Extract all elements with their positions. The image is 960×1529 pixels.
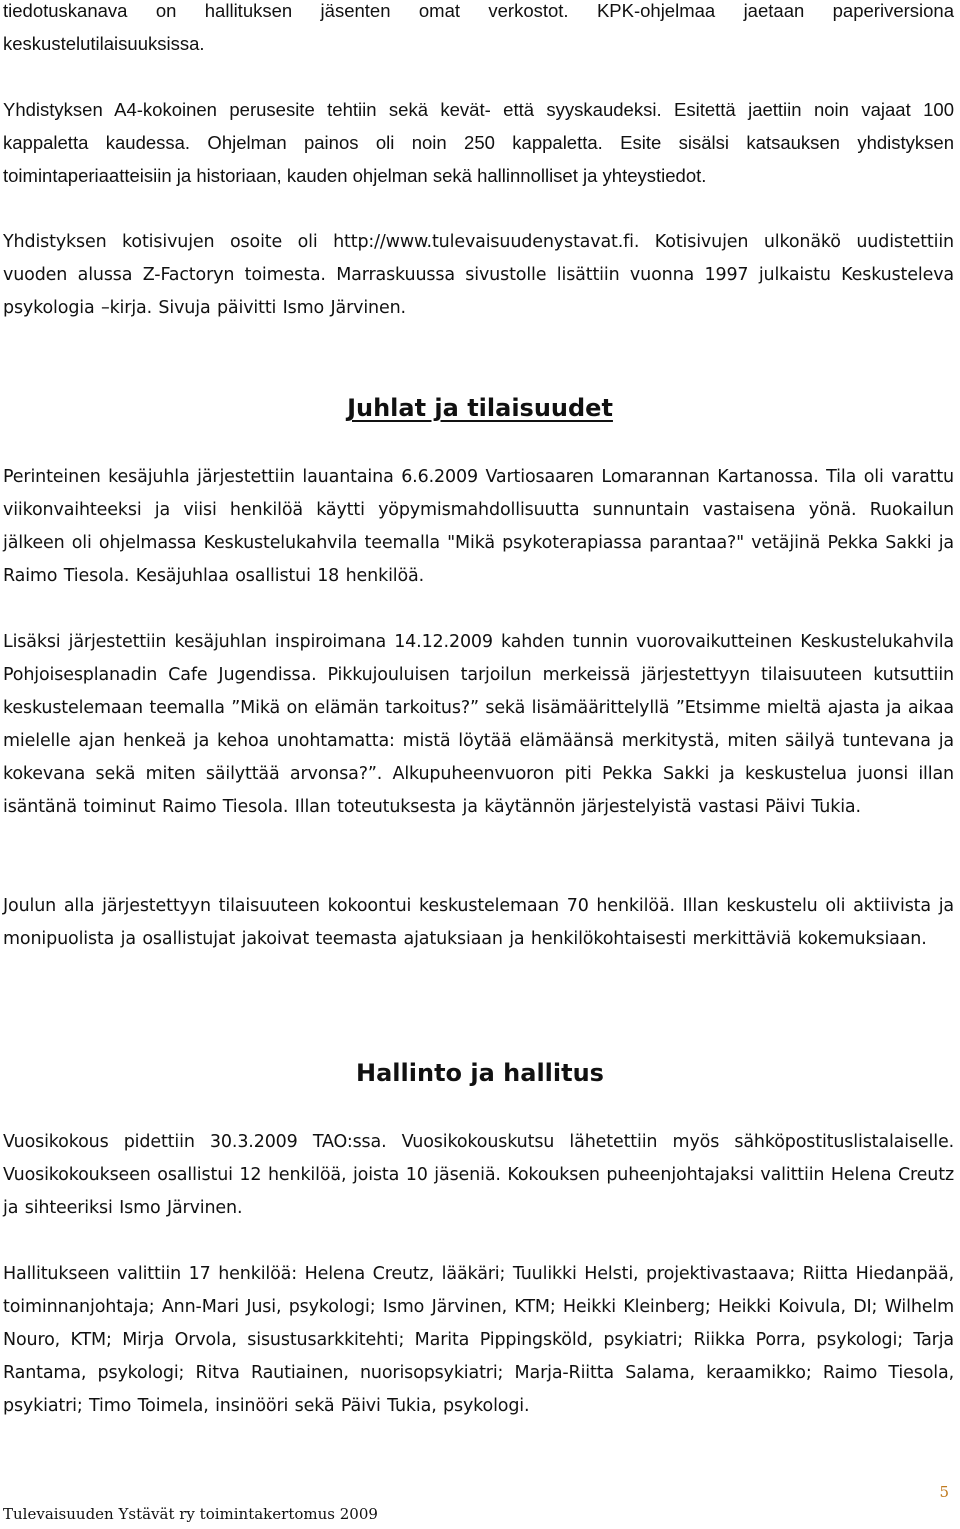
paragraph-brochure: Yhdistyksen A4-kokoinen perusesite tehtiin sekä kevät- että syyskaudeksi. Esitettä jaettiin noin vajaat 100 kappaletta kaudessa. Ohjelman painos oli noin 250 kappaletta. Esite sisälsi katsauksen yhdistyksen toimintaperiaatteisiin ja historiaan, kauden ohjelman sekä hallinnolliset ja yhteystiedot. [3,99,954,186]
page-number: 5 [939,1483,949,1501]
paragraph-cafe-event: Lisäksi järjestettiin kesäjuhlan inspiroimana 14.12.2009 kahden tunnin vuorovaikutteinen Keskustelukahvila Pohjoisesplanadin Cafe Jugendissa. Pikkujouluisen tarjoilun merkeissä järjestettyyn tilaisuuteen kutsuttiin keskustelemaan teemalla ”Mikä on elämän tarkoitus?” sekä lisämäärittelyllä ”Etsimme mieltä ajasta ja aikaa mielelle ajan henkeä ja kehoa unohtamatta: mistä löytää elämäänsä merkitystä, miten säilyä tuntevana ja kokevana sekä miten säilyttää arvonsa?”. Alkupuheenvuoron piti Pekka Sakki ja keskustelua juonsi illan isäntänä toiminut Raimo Tiesola. Illan toteutuksesta ja käytännön järjestelyistä vastasi Päivi Tukia. [3,632,954,817]
paragraph-summer-party: Perinteinen kesäjuhla järjestettiin lauantaina 6.6.2009 Vartiosaaren Lomarannan Kartanossa. Tila oli varattu viikonvaihteeksi ja viisi henkilöä käytti yöpymismahdollisuutta sunnuntain vastaisena yönä. Ruokailun jälkeen oli ohjelmassa Keskustelukahvila teemalla "Mikä psykoterapiassa parantaa?" vetäjinä Pekka Sakki ja Raimo Tiesola. Kesäjuhlaa osallistui 18 henkilöä. [3,467,954,586]
paragraph-distribution: tiedotuskanava on hallituksen jäsenten omat verkostot. KPK-ohjelmaa jaetaan paperiversiona keskustelutilaisuuksissa. [3,0,954,54]
heading-admin: Hallinto ja hallitus [356,1059,604,1087]
heading-events: Juhlat ja tilaisuudet [347,394,613,422]
paragraph-christmas-event: Joulun alla järjestettyyn tilaisuuteen kokoontui keskustelemaan 70 henkilöä. Illan keskustelu oli aktiivista ja monipuolista ja osallistujat jakoivat teemasta ajatuksiaan ja henkilökohtaisesti merkittäviä kokemuksiaan. [3,896,954,949]
paragraph-annual-meeting: Vuosikokous pidettiin 30.3.2009 TAO:ssa. Vuosikokouskutsu lähetettiin myös sähköpostituslistalaiselle. Vuosikokoukseen osallistui 12 henkilöä, joista 10 jäseniä. Kokouksen puheenjohtajaksi valittiin Helena Creutz ja sihteeriksi Ismo Järvinen. [3,1132,954,1218]
paragraph-website: Yhdistyksen kotisivujen osoite oli http://www.tulevaisuudenystavat.fi. Kotisivujen ulkonäkö uudistettiin vuoden alussa Z-Factoryn toimesta. Marraskuussa sivustolle lisättiin vuonna 1997 julkaistu Keskusteleva psykologia –kirja. Sivuja päivitti Ismo Järvinen. [3,232,954,318]
paragraph-board: Hallitukseen valittiin 17 henkilöä: Helena Creutz, lääkäri; Tuulikki Helsti, projektivastaava; Riitta Hiedanpää, toiminnanjohtaja; Ann-Mari Jusi, psykologi; Ismo Järvinen, KTM; Heikki Kleinberg; Heikki Koivula, DI; Wilhelm Nouro, KTM; Mirja Orvola, sisustusarkkitehti; Marita Pippingsköld, psykiatri; Riikka Porra, psykologi; Tarja Rantama, psykologi; Ritva Rautiainen, nuorisopsykiatri; Marja-Riitta Salama, keraamikko; Raimo Tiesola, psykiatri; Timo Toimela, insinööri sekä Päivi Tukia, psykologi. [3,1264,954,1416]
footer-title: Tulevaisuuden Ystävät ry toimintakertomus 2009 [3,1505,378,1523]
